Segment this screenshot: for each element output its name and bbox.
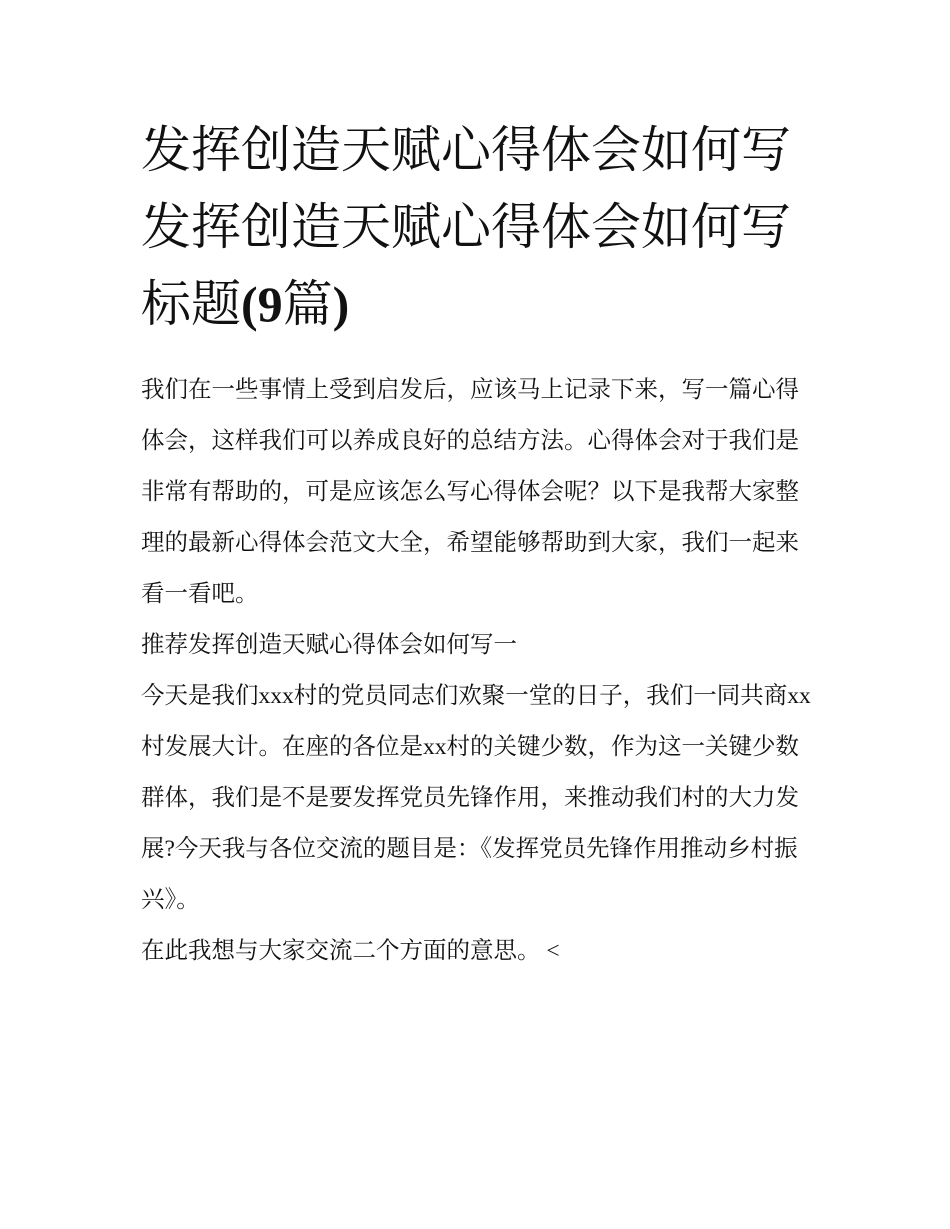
title-line-3-count: (9 xyxy=(241,276,283,332)
paragraph-section-heading: 推荐发挥创造天赋心得体会如何写一 xyxy=(141,632,517,658)
title-line-1: 发挥创造天赋心得体会如何写 xyxy=(141,122,791,178)
document-page xyxy=(141,112,813,977)
paragraph-speech: 今天是我们xxx村的党员同志们欢聚一堂的日子，我们一同共商xx村发展大计。在座的各位是xx村的关键少数，作为这一关键少数群体，我们是不是要发挥党员先锋作用，来推动我们村的大力发展?今天我与各位交流的题目是：《发挥党员先锋作用推动乡村振兴》。 xyxy=(141,683,811,913)
title-line-2: 发挥创造天赋心得体会如何写 xyxy=(141,199,791,255)
document-title xyxy=(141,112,813,343)
document-body xyxy=(141,365,813,977)
title-line-3 xyxy=(141,266,813,343)
title-line-3-unit: 篇 xyxy=(282,276,333,332)
paragraph-closing: 在此我想与大家交流二个方面的意思。 < xyxy=(141,938,560,964)
paragraph-intro: 我们在一些事情上受到启发后，应该马上记录下来，写一篇心得体会，这样我们可以养成良好的总结方法。心得体会对于我们是非常有帮助的，可是应该怎么写心得体会呢？以下是我帮大家整理的最新心得体会范文大全，希望能够帮助到大家，我们一起来看一看吧。 xyxy=(141,377,799,607)
title-line-3-close: ) xyxy=(332,276,350,332)
title-line-3-text: 标题 xyxy=(141,276,241,332)
